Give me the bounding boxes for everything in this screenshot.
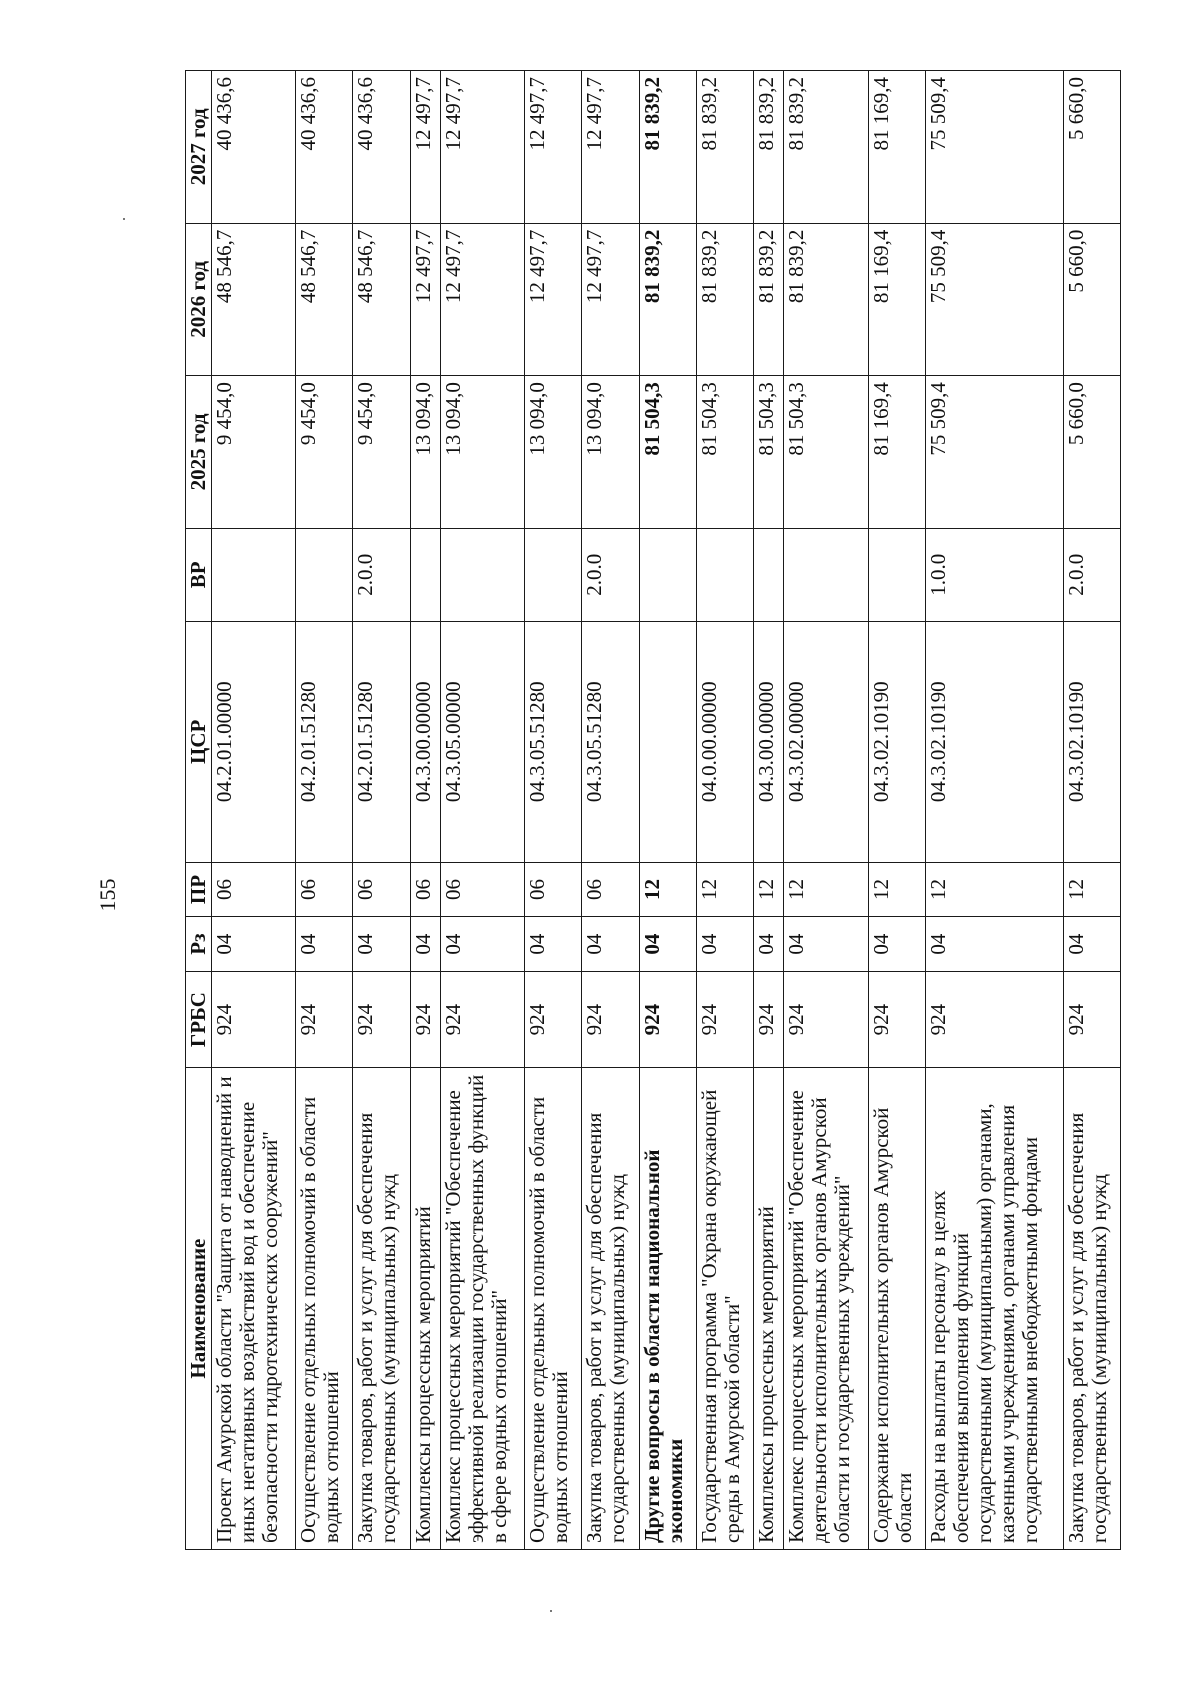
- cell-grbs: 924: [1063, 971, 1120, 1067]
- cell-vr: [639, 528, 696, 621]
- cell-2025: 13 094,0: [440, 376, 524, 529]
- cell-csr: 04.0.00.00000: [696, 621, 753, 862]
- cell-2027: 81 169,4: [868, 71, 925, 224]
- cell-2025: 13 094,0: [410, 376, 440, 529]
- cell-rz: 04: [1063, 917, 1120, 972]
- cell-2025: 9 454,0: [353, 376, 410, 529]
- cell-grbs: 924: [582, 971, 639, 1067]
- cell-2025: 9 454,0: [212, 376, 296, 529]
- cell-name: Комплексы процессных мероприятий: [410, 1068, 440, 1550]
- table-row: [868, 71, 925, 1550]
- table-row: [353, 71, 410, 1550]
- cell-2026: 81 839,2: [639, 223, 696, 376]
- cell-vr: 1.0.0: [925, 528, 1063, 621]
- table-row: [212, 71, 296, 1550]
- cell-rz: 04: [582, 917, 639, 972]
- cell-2027: 40 436,6: [353, 71, 410, 224]
- table-row: [696, 71, 753, 1550]
- cell-2027: 81 839,2: [754, 71, 784, 224]
- cell-2027: 81 839,2: [784, 71, 868, 224]
- cell-2025: 13 094,0: [525, 376, 582, 529]
- table-row: [410, 71, 440, 1550]
- cell-vr: [696, 528, 753, 621]
- cell-vr: [440, 528, 524, 621]
- cell-vr: [784, 528, 868, 621]
- budget-table: [185, 70, 1121, 1550]
- cell-rz: 04: [868, 917, 925, 972]
- cell-2027: 5 660,0: [1063, 71, 1120, 224]
- cell-pr: 12: [696, 862, 753, 917]
- cell-grbs: 924: [868, 971, 925, 1067]
- cell-2025: 81 504,3: [784, 376, 868, 529]
- cell-2027: 12 497,7: [582, 71, 639, 224]
- scan-speck: [550, 1610, 552, 1612]
- cell-pr: 06: [353, 862, 410, 917]
- cell-2027: 12 497,7: [525, 71, 582, 224]
- cell-pr: 06: [296, 862, 353, 917]
- cell-rz: 04: [925, 917, 1063, 972]
- cell-csr: 04.3.02.10190: [868, 621, 925, 862]
- header-rz: Рз: [186, 917, 212, 972]
- cell-vr: [525, 528, 582, 621]
- cell-vr: [868, 528, 925, 621]
- cell-2027: 12 497,7: [440, 71, 524, 224]
- cell-grbs: 924: [784, 971, 868, 1067]
- cell-2025: 81 504,3: [754, 376, 784, 529]
- table-row: [754, 71, 784, 1550]
- cell-pr: 06: [410, 862, 440, 917]
- cell-2027: 12 497,7: [410, 71, 440, 224]
- cell-grbs: 924: [639, 971, 696, 1067]
- cell-name: Осуществление отдельных полномочий в области водных отношений: [525, 1068, 582, 1550]
- cell-2025: 9 454,0: [296, 376, 353, 529]
- cell-2026: 81 839,2: [784, 223, 868, 376]
- cell-pr: 06: [582, 862, 639, 917]
- table-row: [784, 71, 868, 1550]
- cell-csr: 04.2.01.51280: [296, 621, 353, 862]
- cell-pr: 06: [440, 862, 524, 917]
- cell-name: Осуществление отдельных полномочий в области водных отношений: [296, 1068, 353, 1550]
- table-row: [296, 71, 353, 1550]
- cell-grbs: 924: [525, 971, 582, 1067]
- table-row: [525, 71, 582, 1550]
- cell-2026: 48 546,7: [353, 223, 410, 376]
- cell-2026: 75 509,4: [925, 223, 1063, 376]
- cell-2026: 5 660,0: [1063, 223, 1120, 376]
- cell-name: Содержание исполнительных органов Амурской области: [868, 1068, 925, 1550]
- cell-2026: 81 839,2: [696, 223, 753, 376]
- cell-rz: 04: [440, 917, 524, 972]
- cell-grbs: 924: [212, 971, 296, 1067]
- cell-grbs: 924: [440, 971, 524, 1067]
- cell-csr: 04.3.02.10190: [925, 621, 1063, 862]
- cell-csr: 04.3.05.00000: [440, 621, 524, 862]
- cell-pr: 12: [784, 862, 868, 917]
- cell-2025: 81 504,3: [639, 376, 696, 529]
- cell-name: Проект Амурской области "Защита от наводнений и иных негативных воздействий вод и обеспечение безопасности гидротехнических сооружений": [212, 1068, 296, 1550]
- cell-csr: 04.2.01.51280: [353, 621, 410, 862]
- cell-pr: 12: [639, 862, 696, 917]
- cell-2026: 12 497,7: [440, 223, 524, 376]
- table-row: [639, 71, 696, 1550]
- cell-name: Закупка товаров, работ и услуг для обеспечения государственных (муниципальных) нужд: [1063, 1068, 1120, 1550]
- cell-vr: 2.0.0: [353, 528, 410, 621]
- cell-csr: 04.3.05.51280: [582, 621, 639, 862]
- cell-2026: 48 546,7: [296, 223, 353, 376]
- header-name: Наименование: [186, 1068, 212, 1550]
- cell-rz: 04: [212, 917, 296, 972]
- table-row: [925, 71, 1063, 1550]
- table-row: [1063, 71, 1120, 1550]
- cell-2026: 48 546,7: [212, 223, 296, 376]
- cell-2026: 81 839,2: [754, 223, 784, 376]
- cell-name: Комплексы процессных мероприятий: [754, 1068, 784, 1550]
- cell-2026: 12 497,7: [525, 223, 582, 376]
- cell-rz: 04: [784, 917, 868, 972]
- cell-2025: 5 660,0: [1063, 376, 1120, 529]
- cell-csr: 04.3.02.00000: [784, 621, 868, 862]
- cell-grbs: 924: [410, 971, 440, 1067]
- header-2026: 2026 год: [186, 223, 212, 376]
- cell-rz: 04: [296, 917, 353, 972]
- cell-csr: [639, 621, 696, 862]
- header-2025: 2025 год: [186, 376, 212, 529]
- cell-pr: 06: [525, 862, 582, 917]
- cell-rz: 04: [754, 917, 784, 972]
- cell-2027: 81 839,2: [639, 71, 696, 224]
- cell-csr: 04.3.02.10190: [1063, 621, 1120, 862]
- cell-vr: [754, 528, 784, 621]
- cell-grbs: 924: [696, 971, 753, 1067]
- cell-name: Расходы на выплаты персоналу в целях обеспечения выполнения функций государственными (муниципальными) органами, казенными учреждениями, органами управления государственными внебюджетными фондами: [925, 1068, 1063, 1550]
- cell-vr: [212, 528, 296, 621]
- header-csr: ЦСР: [186, 621, 212, 862]
- cell-rz: 04: [353, 917, 410, 972]
- cell-grbs: 924: [296, 971, 353, 1067]
- cell-name: Комплекс процессных мероприятий "Обеспечение деятельности исполнительных органов Амурской области и государственных учреждений": [784, 1068, 868, 1550]
- header-vr: ВР: [186, 528, 212, 621]
- cell-pr: 12: [754, 862, 784, 917]
- table-row: [440, 71, 524, 1550]
- cell-name: Комплекс процессных мероприятий "Обеспечение эффективной реализации государственных функций в сфере водных отношений": [440, 1068, 524, 1550]
- page-number: 155: [95, 878, 120, 912]
- cell-2025: 81 504,3: [696, 376, 753, 529]
- cell-rz: 04: [525, 917, 582, 972]
- cell-2026: 12 497,7: [410, 223, 440, 376]
- table-body: [212, 71, 1121, 1550]
- cell-pr: 12: [868, 862, 925, 917]
- cell-name: Государственная программа "Охрана окружающей среды в Амурской области": [696, 1068, 753, 1550]
- cell-csr: 04.3.05.51280: [525, 621, 582, 862]
- cell-2027: 40 436,6: [296, 71, 353, 224]
- rotated-table-container: [185, 70, 1121, 1550]
- cell-2026: 12 497,7: [582, 223, 639, 376]
- cell-2025: 75 509,4: [925, 376, 1063, 529]
- cell-rz: 04: [639, 917, 696, 972]
- cell-grbs: 924: [353, 971, 410, 1067]
- cell-pr: 06: [212, 862, 296, 917]
- cell-2027: 75 509,4: [925, 71, 1063, 224]
- header-pr: ПР: [186, 862, 212, 917]
- cell-grbs: 924: [754, 971, 784, 1067]
- cell-vr: 2.0.0: [582, 528, 639, 621]
- cell-vr: [296, 528, 353, 621]
- cell-name: Другие вопросы в области национальной экономики: [639, 1068, 696, 1550]
- table-row: [582, 71, 639, 1550]
- cell-grbs: 924: [925, 971, 1063, 1067]
- cell-csr: 04.2.01.00000: [212, 621, 296, 862]
- cell-pr: 12: [1063, 862, 1120, 917]
- header-2027: 2027 год: [186, 71, 212, 224]
- scan-speck: [123, 218, 125, 220]
- cell-csr: 04.3.00.00000: [410, 621, 440, 862]
- cell-pr: 12: [925, 862, 1063, 917]
- cell-vr: 2.0.0: [1063, 528, 1120, 621]
- cell-rz: 04: [696, 917, 753, 972]
- cell-name: Закупка товаров, работ и услуг для обеспечения государственных (муниципальных) нужд: [353, 1068, 410, 1550]
- header-grbs: ГРБС: [186, 971, 212, 1067]
- cell-2027: 81 839,2: [696, 71, 753, 224]
- cell-2027: 40 436,6: [212, 71, 296, 224]
- cell-2025: 13 094,0: [582, 376, 639, 529]
- cell-vr: [410, 528, 440, 621]
- cell-name: Закупка товаров, работ и услуг для обеспечения государственных (муниципальных) нужд: [582, 1068, 639, 1550]
- table-header-row: [186, 71, 212, 1550]
- cell-2026: 81 169,4: [868, 223, 925, 376]
- cell-csr: 04.3.00.00000: [754, 621, 784, 862]
- cell-2025: 81 169,4: [868, 376, 925, 529]
- cell-rz: 04: [410, 917, 440, 972]
